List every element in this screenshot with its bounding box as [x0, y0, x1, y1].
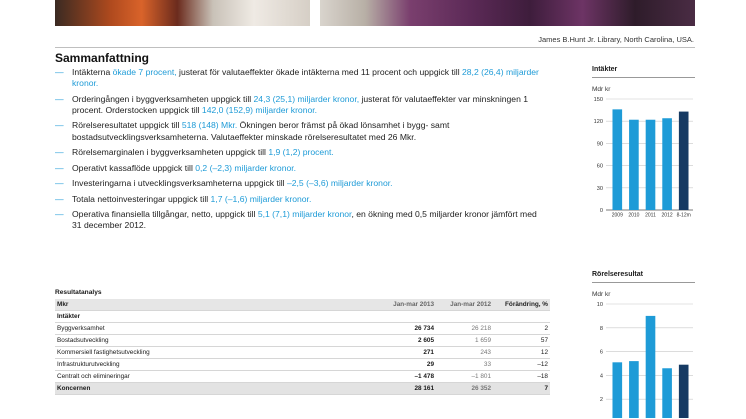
summary-bullet: [55, 67, 545, 89]
summary-bullet: [55, 178, 545, 189]
table-cell: Bostadsutveckling: [55, 335, 373, 347]
table-cell: 2 605: [373, 335, 436, 347]
table-cell: Kommersiell fastighetsutveckling: [55, 347, 373, 359]
library-photo-right: [320, 0, 695, 26]
income-chart-ytick-label: 150: [593, 97, 603, 103]
operating-result-chart: [592, 271, 695, 419]
table-header-cell: Jan-mar 2012: [436, 299, 493, 311]
income-chart-xtick-label: 2010: [628, 212, 640, 219]
table-cell: 271: [373, 347, 436, 359]
table-cell: Centralt och elimineringar: [55, 370, 373, 382]
header-photo-strip: [0, 0, 746, 26]
income-chart-title: Intäkter: [592, 66, 618, 73]
income-chart-xtick-label: 2009: [611, 212, 623, 219]
op_result-chart-ytick-label: 4: [599, 373, 603, 380]
table-title: Resultatanalys: [55, 289, 102, 296]
bullet-text: justerat för valutaeffekter var minskningen 1 procent. Orderstocken uppgick till: [72, 93, 529, 115]
table-cell: 243: [436, 347, 493, 359]
income-chart-xtick-label: 2012: [661, 212, 673, 219]
table-cell: 7: [493, 382, 550, 394]
bullet-highlight-text: 28,2 (26,4) miljarder kronor.: [72, 67, 539, 89]
table-cell: [436, 311, 493, 323]
table-cell: [373, 311, 436, 323]
bullet-text: Operativa finansiella tillgångar, netto, uppgick till: [72, 209, 258, 220]
income-chart-ytick-label: 60: [596, 163, 603, 170]
bullet-highlight-text: 142,0 (152,9) miljarder kronor.: [201, 104, 318, 115]
summary-bullet: [55, 147, 545, 158]
table-row: [55, 347, 550, 359]
table-header-row: [55, 299, 550, 311]
table-cell: 1 659: [436, 335, 493, 347]
income-chart-bar: [662, 118, 672, 210]
income-chart-bar: [679, 112, 689, 210]
table-cell: 2: [493, 323, 550, 335]
table-cell: –1 478: [373, 370, 436, 382]
income-chart-ytick-label: 90: [596, 141, 603, 148]
bullet-text: Ökningen beror främst på ökad lönsamhet i bygg- samt bostadsutvecklingsverksamheterna. Valutaeffekter minskade rörelseresultatet med 26 Mkr.: [72, 120, 450, 142]
result-analysis-table: [55, 299, 550, 395]
income-chart-rule: [592, 77, 695, 78]
bullet-text: Rörelseresultatet uppgick till: [72, 120, 182, 131]
op_result-chart-ytick-label: 2: [599, 397, 603, 404]
photo-caption: James B.Hunt Jr. Library, North Carolina, USA.: [538, 35, 694, 44]
table-cell: 33: [436, 358, 493, 370]
library-photo-left: [55, 0, 310, 26]
bullet-text: Orderingången i byggverksamheten uppgick till: [72, 93, 254, 104]
bullet-highlight-text: ökade 7 procent,: [112, 67, 177, 77]
table-cell: 12: [493, 347, 550, 359]
table-cell: 26 734: [373, 323, 436, 335]
summary-bullet: [55, 94, 545, 116]
bullet-dash-icon: —: [55, 147, 64, 158]
table-header-cell: Jan-mar 2013: [373, 299, 436, 311]
table-cell: Intäkter: [55, 311, 373, 323]
op_result-chart-bar: [679, 365, 689, 418]
summary-bullet: [55, 120, 545, 142]
bullet-text: justerat för valutaeffekter ökade intäkterna med 11 procent och uppgick till: [176, 67, 462, 77]
summary-bullet: [55, 163, 545, 174]
table-header-cell: Förändring, %: [493, 299, 550, 311]
bullet-highlight-text: 24,3 (25,1) miljarder kronor,: [253, 93, 360, 104]
summary-bullet-list: [55, 67, 545, 236]
table-cell: –1 801: [436, 370, 493, 382]
operating-result-chart-rule: [592, 282, 695, 283]
table-cell: 26 218: [436, 323, 493, 335]
table-total-row: [55, 382, 550, 394]
bullet-highlight-text: 0,2 (–2,3) miljarder kronor.: [195, 162, 297, 173]
income-chart-bar: [612, 109, 622, 210]
bullet-dash-icon: —: [55, 120, 64, 131]
bullet-text: Operativt kassaflöde uppgick till: [72, 162, 196, 173]
bullet-highlight-text: 1,7 (–1,6) miljarder kronor.: [210, 193, 312, 204]
table-row: [55, 358, 550, 370]
operating-result-chart-title: Rörelseresultat: [592, 271, 643, 278]
table-cell: Byggverksamhet: [55, 323, 373, 335]
bullet-dash-icon: —: [55, 162, 64, 173]
table-group-row: [55, 311, 550, 323]
table-row: [55, 370, 550, 382]
income-chart-ytick-label: 30: [596, 185, 603, 192]
bullet-text: Intäkterna: [72, 67, 113, 77]
bullet-dash-icon: —: [55, 178, 64, 189]
table-cell: 57: [493, 335, 550, 347]
table-row: [55, 335, 550, 347]
income-chart-unit: Mdr kr: [592, 86, 611, 93]
table-cell: 26 352: [436, 382, 493, 394]
bullet-text: Rörelsemarginalen i byggverksamheten uppgick till: [72, 147, 269, 158]
table-cell: 29: [373, 358, 436, 370]
op_result-chart-bar: [646, 316, 656, 418]
table-cell: –18: [493, 370, 550, 382]
bullet-text: , en ökning med 0,5 miljarder kronor jämfört med 31 december 2012.: [72, 209, 537, 231]
bullet-highlight-text: 518 (148) Mkr.: [181, 120, 238, 131]
bullet-highlight-text: –2,5 (–3,6) miljarder kronor.: [286, 178, 393, 189]
op_result-chart-ytick-label: 10: [596, 302, 603, 308]
table-cell: 28 161: [373, 382, 436, 394]
op_result-chart-ytick-label: 6: [599, 349, 603, 356]
table-cell: Koncernen: [55, 382, 373, 394]
table-cell: –12: [493, 358, 550, 370]
bullet-dash-icon: —: [55, 67, 64, 77]
bullet-dash-icon: —: [55, 93, 64, 104]
op_result-chart-ytick-label: 8: [599, 325, 603, 332]
income-chart-svg: [592, 95, 695, 225]
op_result-chart-bar: [612, 362, 622, 418]
op_result-chart-bar: [662, 368, 672, 418]
income-chart-bar: [629, 120, 639, 210]
table-cell: [493, 311, 550, 323]
summary-bullet: [55, 194, 545, 205]
bullet-text: Investeringarna i utvecklingsverksamheterna uppgick till: [72, 178, 287, 189]
header-divider: [55, 47, 695, 48]
operating-result-chart-svg: [592, 300, 695, 418]
summary-bullet: [55, 209, 545, 231]
table-cell: Infrastrukturutveckling: [55, 358, 373, 370]
bullet-text: Totala nettoinvesteringar uppgick till: [72, 193, 211, 204]
bullet-dash-icon: —: [55, 209, 64, 220]
income-chart-xtick-label: 8-12m: [676, 212, 691, 219]
bullet-highlight-text: 1,9 (1,2) procent.: [268, 147, 334, 158]
income-chart-xtick-label: 2011: [645, 212, 656, 219]
income-chart-bar: [646, 120, 656, 210]
income-chart-ytick-label: 0: [599, 208, 603, 214]
table-row: [55, 323, 550, 335]
income-chart: [592, 66, 695, 226]
table-header-cell: Mkr: [55, 299, 373, 311]
income-chart-ytick-label: 120: [593, 119, 603, 126]
page-title: Sammanfattning: [55, 51, 150, 65]
op_result-chart-bar: [629, 361, 639, 418]
bullet-highlight-text: 5,1 (7,1) miljarder kronor: [257, 209, 352, 220]
bullet-dash-icon: —: [55, 193, 64, 204]
operating-result-chart-unit: Mdr kr: [592, 291, 611, 298]
